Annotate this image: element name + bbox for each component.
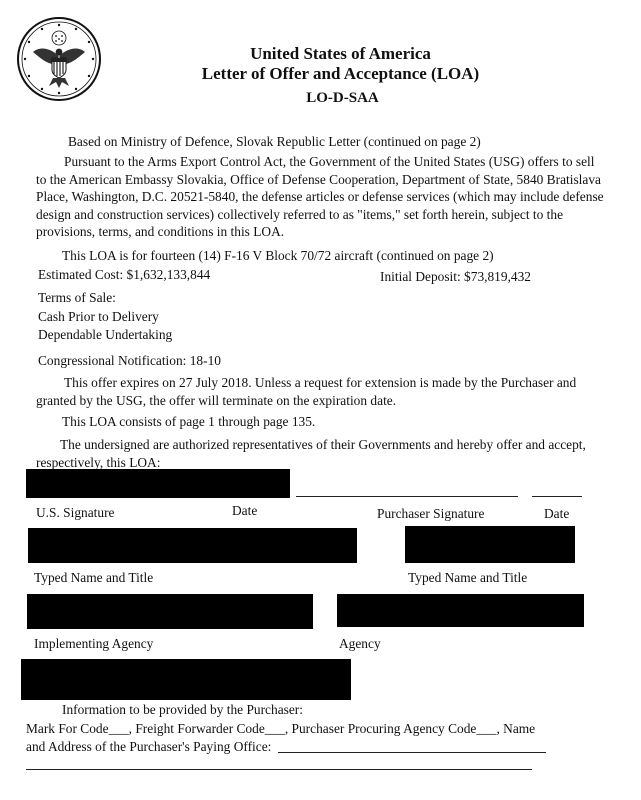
purchaser-info-heading: Information to be provided by the Purchaser: [62,702,303,717]
us-signature-label: U.S. Signature [36,505,115,520]
document-subtitle: Letter of Offer and Acceptance (LOA) [201,64,480,83]
purchaser-typed-name-label: Typed Name and Title [408,570,528,585]
us-typed-name-label: Typed Name and Title [34,570,154,585]
expiration-paragraph: This offer expires on 27 July 2018. Unless a request for extension is made by the Purchaser and granted by the USG, the offer will terminate on the expiration date. [36,375,577,408]
congressional-notification: Congressional Notification: 18-10 [38,353,221,368]
redacted-us-signature [26,469,290,498]
purchaser-codes-line: Mark For Code___, Freight Forwarder Code___, Purchaser Procuring Agency Code___, Name [26,721,536,736]
paying-office-line-2 [26,769,532,770]
terms-cash-prior: Cash Prior to Delivery [38,309,159,324]
terms-dependable: Dependable Undertaking [38,327,173,342]
purchaser-date-label: Date [544,506,570,521]
paying-office-line [278,752,546,753]
implementing-agency-label: Implementing Agency [34,636,154,651]
initial-deposit: Initial Deposit: $73,819,432 [380,269,532,284]
agency-label: Agency [339,636,381,651]
purchaser-signature-line [296,496,518,497]
estimated-cost: Estimated Cost: $1,632,133,844 [38,267,211,282]
case-identifier: LO-D-SAA [306,90,379,106]
redacted-block [21,659,351,700]
terms-of-sale-label: Terms of Sale: [38,290,116,305]
paying-office-label: and Address of the Purchaser's Paying Office: [26,739,272,754]
us-date-label: Date [232,503,258,518]
redacted-implementing-agency [27,594,313,629]
undersigned-paragraph: The undersigned are authorized representatives of their Governments and hereby offer and accept, respectively, this LOA: [36,437,586,470]
pages-line: This LOA consists of page 1 through page 135. [62,414,316,429]
purchaser-date-line [532,496,582,497]
loa-for-line: This LOA is for fourteen (14) F-16 V Block 70/72 aircraft (continued on page 2) [62,248,494,263]
based-on-line: Based on Ministry of Defence, Slovak Republic Letter (continued on page 2) [68,134,481,149]
redacted-us-typed-name [28,528,357,563]
pursuant-paragraph: Pursuant to the Arms Export Control Act, the Government of the United States (USG) offers to sell to the American Embassy Slovakia, Office of Defense Cooperation, Department of State, 5840 Bratislava Place, Washington, D.C. 20521-5840, the defense articles or defense services (which may include defense design and construction services) collectively referred to as "items," set forth herein, subject to the provisions, terms, and conditions in this LOA. [36,154,604,239]
redacted-purchaser-typed-name [405,526,575,563]
document-title: United States of America [250,44,431,63]
purchaser-signature-label: Purchaser Signature [377,506,485,521]
redacted-purchaser-agency [337,594,584,627]
